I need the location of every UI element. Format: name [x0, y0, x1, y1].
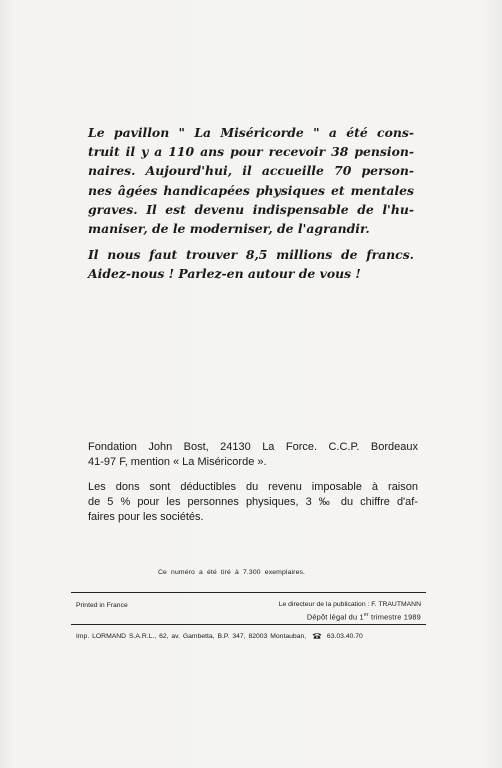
legal-deposit-ordinal: er: [363, 612, 369, 618]
legal-deposit-suffix: trimestre 1989: [368, 612, 421, 622]
tax-paragraph: [88, 480, 418, 525]
divider-bottom: [71, 624, 426, 625]
publication-credits: [279, 599, 421, 622]
legal-deposit-prefix: Dépôt légal du 1: [306, 612, 364, 622]
appeal-line: truit il y a 110 ans pour recevoir 38 pension-: [88, 144, 414, 160]
printed-in-label: Printed in France: [76, 602, 128, 609]
director-line: Le directeur de la publication : F. TRAUTMANN: [278, 601, 421, 608]
appeal-line: nes âgées handicapées physiques et mentales: [88, 182, 414, 198]
telephone-icon: [312, 632, 322, 641]
appeal-line: Le pavillon " La Miséricorde " a été cons-: [88, 125, 414, 140]
appeal-text: [88, 123, 414, 284]
appeal-line: Il nous faut trouver 8,5 millions de francs.: [88, 247, 414, 263]
divider-top: [71, 592, 426, 593]
print-run-note: Ce numéro a été tiré à 7.300 exemplaires.: [158, 569, 306, 576]
appeal-line: graves. Il est devenu indispensable de l'hu-: [88, 201, 414, 217]
printer-phone: 63.03.40.70: [326, 633, 363, 640]
foundation-info: [88, 440, 418, 525]
address-paragraph: [88, 440, 418, 470]
appeal-line: Aidez-nous ! Parlez-en autour de vous !: [88, 266, 361, 282]
appeal-paragraph-2: [88, 245, 414, 283]
info-line: Fondation John Bost, 24130 La Force. C.C.P. Bordeaux: [88, 441, 418, 453]
printer-address: Imp. LORMAND S.A.R.L., 62, av. Gambetta, B.P. 347, 82003 Montauban,: [76, 633, 307, 640]
info-line: 41-97 F, mention « La Miséricorde ».: [88, 456, 267, 468]
appeal-line: naires. Aujourd'hui, il accueille 70 person-: [88, 163, 414, 179]
appeal-line: maniser, de le moderniser, de l'agrandir.: [88, 221, 370, 237]
appeal-paragraph-1: [88, 123, 414, 238]
info-line: faires pour les sociétés.: [88, 511, 204, 523]
info-line: de 5 % pour les personnes physiques, 3 ‰ du chiffre d'af-: [88, 496, 418, 508]
info-line: Les dons sont déductibles du revenu imposable à raison: [88, 481, 418, 493]
legal-deposit-line: [279, 610, 421, 622]
printer-line: [76, 632, 363, 641]
